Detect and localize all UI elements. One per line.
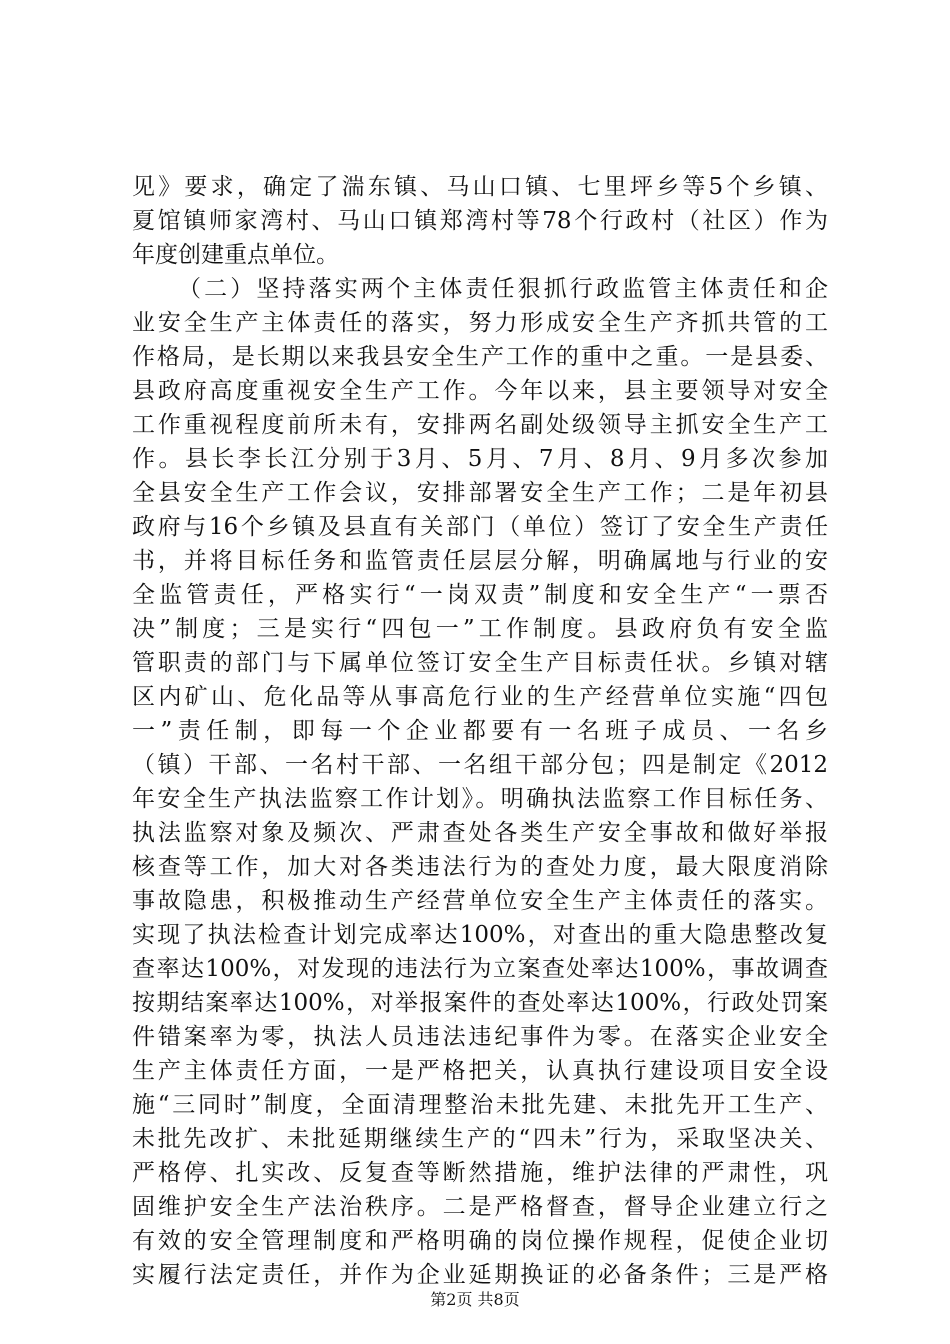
text-line: 查率达100%，对发现的违法行为立案查处率达100%，事故调查 bbox=[132, 956, 828, 982]
text-line: 作格局，是长期以来我县安全生产工作的重中之重。一是县委、 bbox=[132, 344, 828, 370]
text-line: 件错案率为零，执法人员违法违纪事件为零。在落实企业安全 bbox=[132, 1024, 828, 1050]
text-line: 全县安全生产工作会议，安排部署安全生产工作；二是年初县 bbox=[132, 480, 828, 506]
text-line: 工作重视程度前所未有，安排两名副处级领导主抓安全生产工 bbox=[132, 412, 828, 438]
text-line: 夏馆镇师家湾村、马山口镇郑湾村等78个行政村（社区）作为 bbox=[132, 208, 828, 234]
text-line: 见》要求，确定了湍东镇、马山口镇、七里坪乡等5个乡镇、 bbox=[132, 174, 828, 200]
text-line: 一”责任制，即每一个企业都要有一名班子成员、一名乡 bbox=[132, 718, 828, 744]
text-line: 施“三同时”制度，全面清理整治未批先建、未批先开工生产、 bbox=[132, 1092, 828, 1118]
text-line: 实现了执法检查计划完成率达100%，对查出的重大隐患整改复 bbox=[132, 922, 828, 948]
text-line: 政府与16个乡镇及县直有关部门（单位）签订了安全生产责任 bbox=[132, 514, 828, 540]
text-line: 事故隐患，积极推动生产经营单位安全生产主体责任的落实。 bbox=[132, 888, 828, 914]
text-line: 县政府高度重视安全生产工作。今年以来，县主要领导对安全 bbox=[132, 378, 828, 404]
text-line: 未批先改扩、未批延期继续生产的“四未”行为，采取坚决关、 bbox=[132, 1126, 828, 1152]
text-line: 业安全生产主体责任的落实，努力形成安全生产齐抓共管的工 bbox=[132, 310, 828, 336]
text-line: 实履行法定责任，并作为企业延期换证的必备条件；三是严格 bbox=[132, 1262, 828, 1288]
text-line: 核查等工作，加大对各类违法行为的查处力度，最大限度消除 bbox=[132, 854, 828, 880]
text-line: 固维护安全生产法治秩序。二是严格督查，督导企业建立行之 bbox=[132, 1194, 828, 1220]
text-line: 执法监察对象及频次、严肃查处各类生产安全事故和做好举报 bbox=[132, 820, 828, 846]
text-line: 区内矿山、危化品等从事高危行业的生产经营单位实施“四包 bbox=[132, 684, 828, 710]
text-line: 按期结案率达100%，对举报案件的查处率达100%，行政处罚案 bbox=[132, 990, 828, 1016]
text-line: 有效的安全管理制度和严格明确的岗位操作规程，促使企业切 bbox=[132, 1228, 828, 1254]
text-line: （镇）干部、一名村干部、一名组干部分包；四是制定《2012 bbox=[132, 752, 828, 778]
text-line: 生产主体责任方面，一是严格把关，认真执行建设项目安全设 bbox=[132, 1058, 828, 1084]
text-line: 全监管责任，严格实行“一岗双责”制度和安全生产“一票否 bbox=[132, 582, 828, 608]
paragraph-first-line: （二）坚持落实两个主体责任狠抓行政监管主体责任和企 bbox=[178, 276, 828, 302]
text-line: 作。县长李长江分别于3月、5月、7月、8月、9月多次参加 bbox=[132, 446, 828, 472]
body-text bbox=[132, 170, 828, 1292]
page-number-footer: 第2页 共8页 bbox=[430, 1290, 520, 1309]
text-line: 严格停、扎实改、反复查等断然措施，维护法律的严肃性，巩 bbox=[132, 1160, 828, 1186]
text-line: 年安全生产执法监察工作计划》。明确执法监察工作目标任务、 bbox=[132, 786, 828, 812]
text-line: 决”制度；三是实行“四包一”工作制度。县政府负有安全监 bbox=[132, 616, 828, 642]
text-line: 年度创建重点单位。 bbox=[132, 242, 339, 268]
text-line: 管职责的部门与下属单位签订安全生产目标责任状。乡镇对辖 bbox=[132, 650, 828, 676]
text-line: 书，并将目标任务和监管责任层层分解，明确属地与行业的安 bbox=[132, 548, 828, 574]
